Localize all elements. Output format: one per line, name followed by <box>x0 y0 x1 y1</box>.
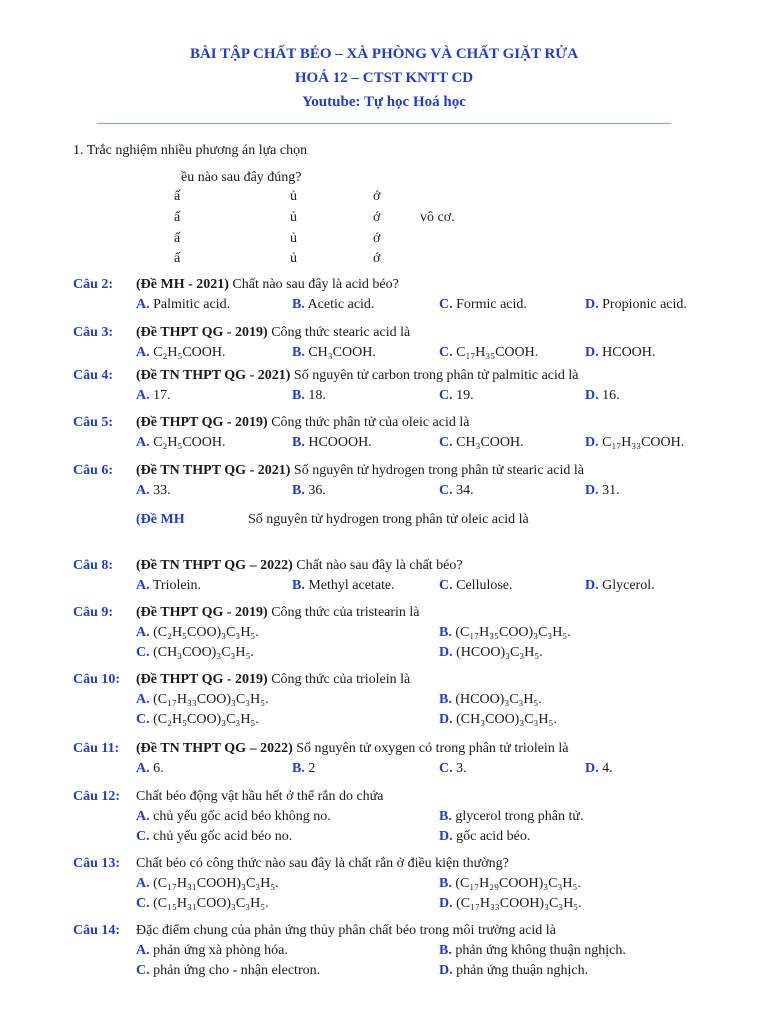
answer-option[interactable] <box>136 345 226 361</box>
answer-option[interactable] <box>439 876 581 892</box>
q1-fragment: ớ <box>373 189 381 204</box>
option-text: glycerol trong phân tử. <box>451 809 584 824</box>
answer-option[interactable] <box>439 388 474 404</box>
option-text: chủ yếu gốc acid béo no. <box>149 829 293 844</box>
exam-source: (Đề TN THPT QG - 2021) <box>136 368 291 383</box>
option-letter: C. <box>439 435 453 450</box>
answer-option[interactable] <box>292 297 374 313</box>
option-letter: A. <box>136 809 150 824</box>
question-text: Công thức của triolein là <box>267 672 411 687</box>
option-text: Acetic acid. <box>304 297 375 312</box>
answer-option[interactable] <box>136 809 331 825</box>
option-text: C₁₇H₃₅COOH. <box>452 345 539 360</box>
option-letter: A. <box>136 876 150 891</box>
option-letter: A. <box>136 483 150 498</box>
option-text: CH₃COOH. <box>304 345 376 360</box>
option-text: C₂H₅COOH. <box>149 345 226 360</box>
answer-option[interactable] <box>136 297 230 313</box>
exam-source: (Đề MH - 2021) <box>136 277 229 292</box>
option-letter: B. <box>439 625 452 640</box>
answer-option[interactable] <box>585 345 655 361</box>
answer-option[interactable] <box>136 712 259 728</box>
answer-option[interactable] <box>292 388 326 404</box>
option-text: Cellulose. <box>452 578 513 593</box>
doc-subtitle: HOÁ 12 – CTST KNTT CD <box>294 70 474 86</box>
answer-option[interactable] <box>439 809 583 825</box>
option-text: 4. <box>598 761 613 776</box>
answer-option[interactable] <box>585 435 684 451</box>
question-text: Chất nào sau đây là chất béo? <box>292 558 463 573</box>
option-text: (C₁₇H₂₉COOH)₃C₃H₅. <box>451 876 581 891</box>
q1-fragment: ấ <box>174 251 181 266</box>
answer-option[interactable] <box>585 297 687 313</box>
option-text: CH₃COOH. <box>452 435 524 450</box>
option-text: gốc acid béo. <box>452 829 531 844</box>
option-letter: C. <box>439 483 453 498</box>
option-letter: B. <box>292 435 305 450</box>
exam-source: (Đề THPT QG - 2019) <box>136 415 268 430</box>
option-text: phản ứng xà phòng hóa. <box>149 943 288 958</box>
option-text: (C₁₇H₃₃COO)₃C₃H₅. <box>149 692 269 707</box>
q7-source-fragment: (Đề MH <box>136 512 185 527</box>
question-stem <box>136 463 584 479</box>
answer-option[interactable] <box>292 578 395 594</box>
option-letter: A. <box>136 761 150 776</box>
option-text: chủ yếu gốc acid béo không no. <box>149 809 331 824</box>
question-number: Câu 8: <box>73 558 114 573</box>
question-stem <box>136 415 469 431</box>
question-text: Công thức phân tử của oleic acid là <box>267 415 470 430</box>
option-letter: B. <box>292 578 305 593</box>
option-letter: C. <box>439 578 453 593</box>
q1-fragment: ủ <box>290 210 297 225</box>
question-number: Câu 14: <box>73 923 121 938</box>
option-letter: B. <box>439 876 452 891</box>
option-text: HCOOOH. <box>304 435 372 450</box>
header-divider <box>97 123 671 124</box>
q1-fragment: ủ <box>290 251 297 266</box>
option-text: (C₂H₅COO)₃C₃H₅. <box>149 712 259 727</box>
option-letter: B. <box>292 761 305 776</box>
q1-fragment: ớ <box>373 210 381 225</box>
option-letter: B. <box>439 809 452 824</box>
question-text: Số nguyên tử carbon trong phân tử palmitic acid là <box>290 368 579 383</box>
option-letter: C. <box>136 712 150 727</box>
answer-option[interactable] <box>136 692 269 708</box>
option-text: 33. <box>149 483 171 498</box>
q1-stem-fragment: ều nào sau đây đúng? <box>181 170 302 185</box>
answer-option[interactable] <box>585 578 655 594</box>
option-letter: D. <box>439 963 453 978</box>
option-text: 16. <box>598 388 620 403</box>
answer-option[interactable] <box>136 761 164 777</box>
option-text: (C₁₅H₃₁COO)₃C₃H₅. <box>149 896 269 911</box>
option-text: phản ứng thuận nghịch. <box>452 963 589 978</box>
answer-option[interactable] <box>439 943 626 959</box>
option-letter: C. <box>136 963 150 978</box>
option-text: HCOOH. <box>598 345 656 360</box>
answer-option[interactable] <box>439 692 542 708</box>
option-letter: A. <box>136 625 150 640</box>
option-letter: A. <box>136 578 150 593</box>
answer-option[interactable] <box>585 388 620 404</box>
option-letter: C. <box>439 388 453 403</box>
answer-option[interactable] <box>136 876 279 892</box>
q1-fragment: ấ <box>174 210 181 225</box>
answer-option[interactable] <box>439 483 474 499</box>
option-text: Triolein. <box>149 578 201 593</box>
question-number: Câu 3: <box>73 325 114 340</box>
exam-source: (Đề TN THPT QG – 2022) <box>136 741 293 756</box>
option-letter: B. <box>439 692 452 707</box>
answer-option[interactable] <box>439 297 527 313</box>
option-text: (HCOO)₃C₃H₅. <box>452 645 543 660</box>
option-letter: D. <box>439 896 453 911</box>
option-letter: B. <box>292 345 305 360</box>
option-text: (C₁₇H₃₃COOH)₃C₃H₅. <box>452 896 582 911</box>
question-text: Đặc điểm chung của phản ứng thủy phân chất béo trong môi trường acid là <box>136 923 556 938</box>
question-stem <box>136 741 568 757</box>
answer-option[interactable] <box>439 761 467 777</box>
option-text: Formic acid. <box>452 297 527 312</box>
option-text: 36. <box>304 483 326 498</box>
answer-option[interactable] <box>136 578 201 594</box>
question-text: Số nguyên tử oxygen có trong phân tử triolein là <box>292 741 569 756</box>
question-text: Công thức stearic acid là <box>267 325 411 340</box>
option-text: Propionic acid. <box>598 297 687 312</box>
youtube-channel: Youtube: Tự học Hoá học <box>302 94 466 110</box>
answer-option[interactable] <box>136 963 320 979</box>
option-letter: A. <box>136 943 150 958</box>
exam-source: (Đề TN THPT QG - 2021) <box>136 463 291 478</box>
option-text: phản ứng cho - nhận electron. <box>149 963 321 978</box>
option-text: 31. <box>598 483 620 498</box>
option-letter: B. <box>292 297 305 312</box>
option-text: (CH₃COO)₃C₃H₅. <box>149 645 254 660</box>
option-text: 19. <box>452 388 474 403</box>
option-letter: C. <box>136 645 150 660</box>
question-number: Câu 6: <box>73 463 114 478</box>
question-stem <box>136 558 463 574</box>
question-number: Câu 5: <box>73 415 114 430</box>
answer-option[interactable] <box>136 829 292 845</box>
answer-option[interactable] <box>439 712 557 728</box>
option-text: phản ứng không thuận nghịch. <box>451 943 626 958</box>
option-text: 3. <box>452 761 467 776</box>
answer-option[interactable] <box>439 829 530 845</box>
question-stem <box>136 605 420 621</box>
option-text: (C₁₇H₃₁COOH)₃C₃H₅. <box>149 876 279 891</box>
option-letter: D. <box>585 297 599 312</box>
doc-title: BÀI TẬP CHẤT BÉO – XÀ PHÒNG VÀ CHẤT GIẶT RỬA <box>189 46 579 62</box>
question-stem <box>136 672 410 688</box>
exam-source: (Đề TN THPT QG – 2022) <box>136 558 293 573</box>
option-letter: D. <box>585 388 599 403</box>
q1-fragment: ấ <box>174 231 181 246</box>
option-letter: A. <box>136 435 150 450</box>
option-text: Methyl acetate. <box>304 578 395 593</box>
answer-option[interactable] <box>136 625 259 641</box>
question-text: Chất béo có công thức nào sau đây là chất rắn ở điều kiện thường? <box>136 856 509 871</box>
q1-fragment: ớ <box>373 231 381 246</box>
option-letter: D. <box>585 578 599 593</box>
option-letter: D. <box>585 435 599 450</box>
option-letter: A. <box>136 345 150 360</box>
question-text: Chất nào sau đây là acid béo? <box>228 277 399 292</box>
option-text: 17. <box>149 388 171 403</box>
option-text: (C₂H₅COO)₃C₃H₅. <box>149 625 259 640</box>
option-text: 34. <box>452 483 474 498</box>
question-text: Công thức của tristearin là <box>267 605 420 620</box>
option-letter: B. <box>439 943 452 958</box>
option-text: 2 <box>304 761 316 776</box>
answer-option[interactable] <box>292 761 315 777</box>
answer-option[interactable] <box>136 435 226 451</box>
option-text: (C₁₇H₃₅COO)₃C₃H₅. <box>451 625 571 640</box>
option-text: 6. <box>149 761 164 776</box>
option-text: 18. <box>304 388 326 403</box>
q1-fragment: ấ <box>174 189 181 204</box>
option-letter: D. <box>585 345 599 360</box>
answer-option[interactable] <box>136 483 171 499</box>
exam-source: (Đề THPT QG - 2019) <box>136 605 268 620</box>
q1-fragment: ủ <box>290 189 297 204</box>
question-number: Câu 9: <box>73 605 114 620</box>
option-letter: C. <box>439 345 453 360</box>
option-letter: A. <box>136 388 150 403</box>
question-stem <box>136 789 383 805</box>
q7-stem-fragment: Số nguyên tử hydrogen trong phân tử oleic acid là <box>248 512 529 527</box>
option-text: Palmitic acid. <box>149 297 231 312</box>
question-number: Câu 2: <box>73 277 114 292</box>
q1-fragment: vô cơ. <box>420 210 455 225</box>
option-letter: A. <box>136 692 150 707</box>
answer-option[interactable] <box>292 435 372 451</box>
answer-option[interactable] <box>439 645 543 661</box>
answer-option[interactable] <box>136 943 288 959</box>
question-stem <box>136 277 399 293</box>
question-text: Số nguyên tử hydrogen trong phân tử stearic acid là <box>290 463 584 478</box>
option-letter: B. <box>292 388 305 403</box>
option-letter: C. <box>136 896 150 911</box>
answer-option[interactable] <box>585 761 613 777</box>
option-text: C₂H₅COOH. <box>149 435 226 450</box>
exam-source: (Đề THPT QG - 2019) <box>136 672 268 687</box>
option-text: (CH₃COO)₃C₃H₅. <box>452 712 557 727</box>
answer-option[interactable] <box>439 578 513 594</box>
option-letter: B. <box>292 483 305 498</box>
exam-source: (Đề THPT QG - 2019) <box>136 325 268 340</box>
answer-option[interactable] <box>292 345 376 361</box>
option-letter: D. <box>439 829 453 844</box>
section-title: 1. Trắc nghiệm nhiều phương án lựa chọn <box>73 143 308 158</box>
option-text: (HCOO)₃C₃H₅. <box>451 692 542 707</box>
answer-option[interactable] <box>439 345 538 361</box>
answer-option[interactable] <box>439 963 588 979</box>
question-stem <box>136 923 556 939</box>
question-stem <box>136 368 579 384</box>
option-letter: D. <box>585 483 599 498</box>
q1-fragment: ớ <box>373 251 381 266</box>
option-letter: A. <box>136 297 150 312</box>
option-letter: D. <box>585 761 599 776</box>
question-number: Câu 4: <box>73 368 114 383</box>
option-text: C₁₇H₃₃COOH. <box>598 435 685 450</box>
answer-option[interactable] <box>585 483 620 499</box>
option-letter: C. <box>439 761 453 776</box>
answer-option[interactable] <box>136 388 171 404</box>
question-text: Chất béo động vật hầu hết ở thể rắn do chứa <box>136 789 384 804</box>
option-letter: D. <box>439 645 453 660</box>
question-number: Câu 12: <box>73 789 121 804</box>
option-letter: C. <box>136 829 150 844</box>
question-stem <box>136 856 509 872</box>
option-letter: D. <box>439 712 453 727</box>
answer-option[interactable] <box>136 645 254 661</box>
answer-option[interactable] <box>439 625 571 641</box>
question-number: Câu 11: <box>73 741 120 756</box>
answer-option[interactable] <box>439 435 524 451</box>
answer-option[interactable] <box>292 483 326 499</box>
question-stem <box>136 325 410 341</box>
q1-fragment: ủ <box>290 231 297 246</box>
option-letter: C. <box>439 297 453 312</box>
question-number: Câu 10: <box>73 672 121 687</box>
answer-option[interactable] <box>439 896 582 912</box>
answer-option[interactable] <box>136 896 269 912</box>
question-number: Câu 13: <box>73 856 121 871</box>
option-text: Glycerol. <box>598 578 655 593</box>
